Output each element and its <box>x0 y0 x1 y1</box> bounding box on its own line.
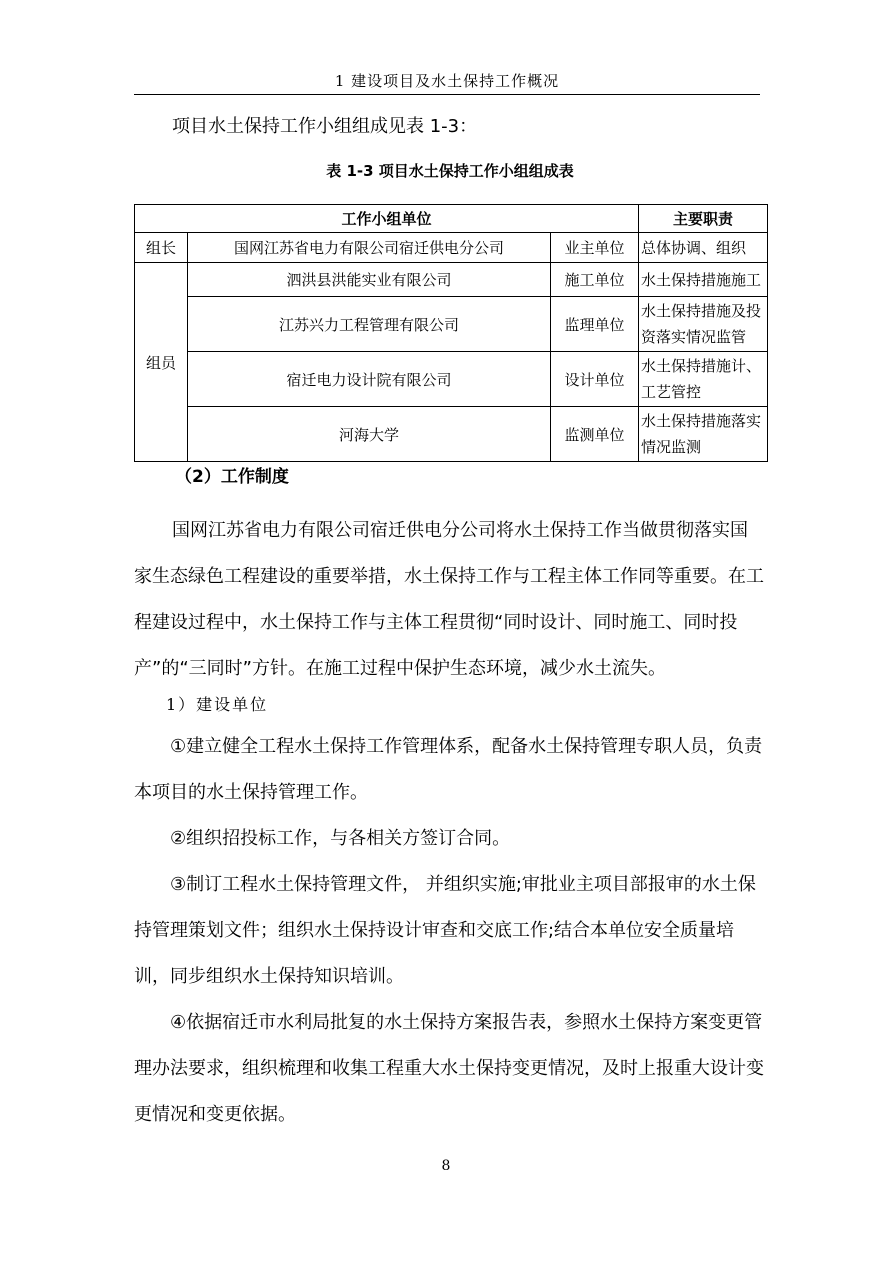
role-cell: 监理单位 <box>551 297 639 352</box>
duty-cell: 总体协调、组织 <box>639 233 768 263</box>
list-item: ①建立健全工程水土保持工作管理体系，配备水土保持管理专职人员，负责本项目的水土保持管理工作。 <box>134 736 763 803</box>
org-cell: 江苏兴力工程管理有限公司 <box>188 297 551 352</box>
table-row <box>135 233 768 263</box>
table-row <box>135 407 768 462</box>
duty-cell: 水土保持措施落实情况监测 <box>639 407 768 462</box>
duty-cell: 水土保持措施及投资落实情况监管 <box>639 297 768 352</box>
leader-label: 组长 <box>135 233 188 263</box>
role-cell: 监测单位 <box>551 407 639 462</box>
subsection-title: 1）建设单位 <box>166 695 269 714</box>
header-rule <box>134 94 760 95</box>
list-item: ④依据宿迁市水利局批复的水土保持方案报告表，参照水土保持方案变更管理办法要求，组织梳理和收集工程重大水土保持变更情况，及时上报重大设计变更情况和变更依据。 <box>134 1012 764 1125</box>
table-row <box>135 297 768 352</box>
role-cell: 施工单位 <box>551 263 639 297</box>
member-label: 组员 <box>135 263 188 462</box>
duty-cell: 水土保持措施计、工艺管控 <box>639 352 768 407</box>
org-cell: 国网江苏省电力有限公司宿迁供电分公司 <box>188 233 551 263</box>
role-cell: 设计单位 <box>551 352 639 407</box>
duty-cell: 水土保持措施施工 <box>639 263 768 297</box>
header-duty: 主要职责 <box>639 205 768 233</box>
table-caption: 表 1-3 项目水土保持工作小组组成表 <box>326 162 574 180</box>
header-unit: 工作小组单位 <box>135 205 639 233</box>
list-item: ③制订工程水土保持管理文件， 并组织实施;审批业主项目部报审的水土保持管理策划文件；组织水土保持设计审查和交底工作;结合本单位安全质量培训，同步组织水土保持知识培训。 <box>134 874 756 987</box>
org-cell: 泗洪县洪能实业有限公司 <box>188 263 551 297</box>
org-cell: 宿迁电力设计院有限公司 <box>188 352 551 407</box>
table-row <box>135 352 768 407</box>
body-paragraph: 国网江苏省电力有限公司宿迁供电分公司将水土保持工作当做贯彻落实国家生态绿色工程建设的重要举措，水土保持工作与工程主体工作同等重要。在工程建设过程中，水土保持工作与主体工程贯彻“同时设计、同时施工、同时投产”的“三同时”方针。在施工过程中保护生态环境，减少水土流失。 <box>134 520 764 679</box>
org-cell: 河海大学 <box>188 407 551 462</box>
table-row <box>135 263 768 297</box>
running-header: 1 建设项目及水土保持工作概况 <box>334 72 560 90</box>
page-number: 8 <box>441 1158 451 1174</box>
work-group-table <box>134 204 768 462</box>
list-item: ②组织招投标工作，与各相关方签订合同。 <box>170 828 511 849</box>
role-cell: 业主单位 <box>551 233 639 263</box>
intro-text: 项目水土保持工作小组组成见表 1-3： <box>172 116 478 137</box>
section-title: （2）工作制度 <box>175 467 289 487</box>
table-header-row <box>135 205 768 233</box>
